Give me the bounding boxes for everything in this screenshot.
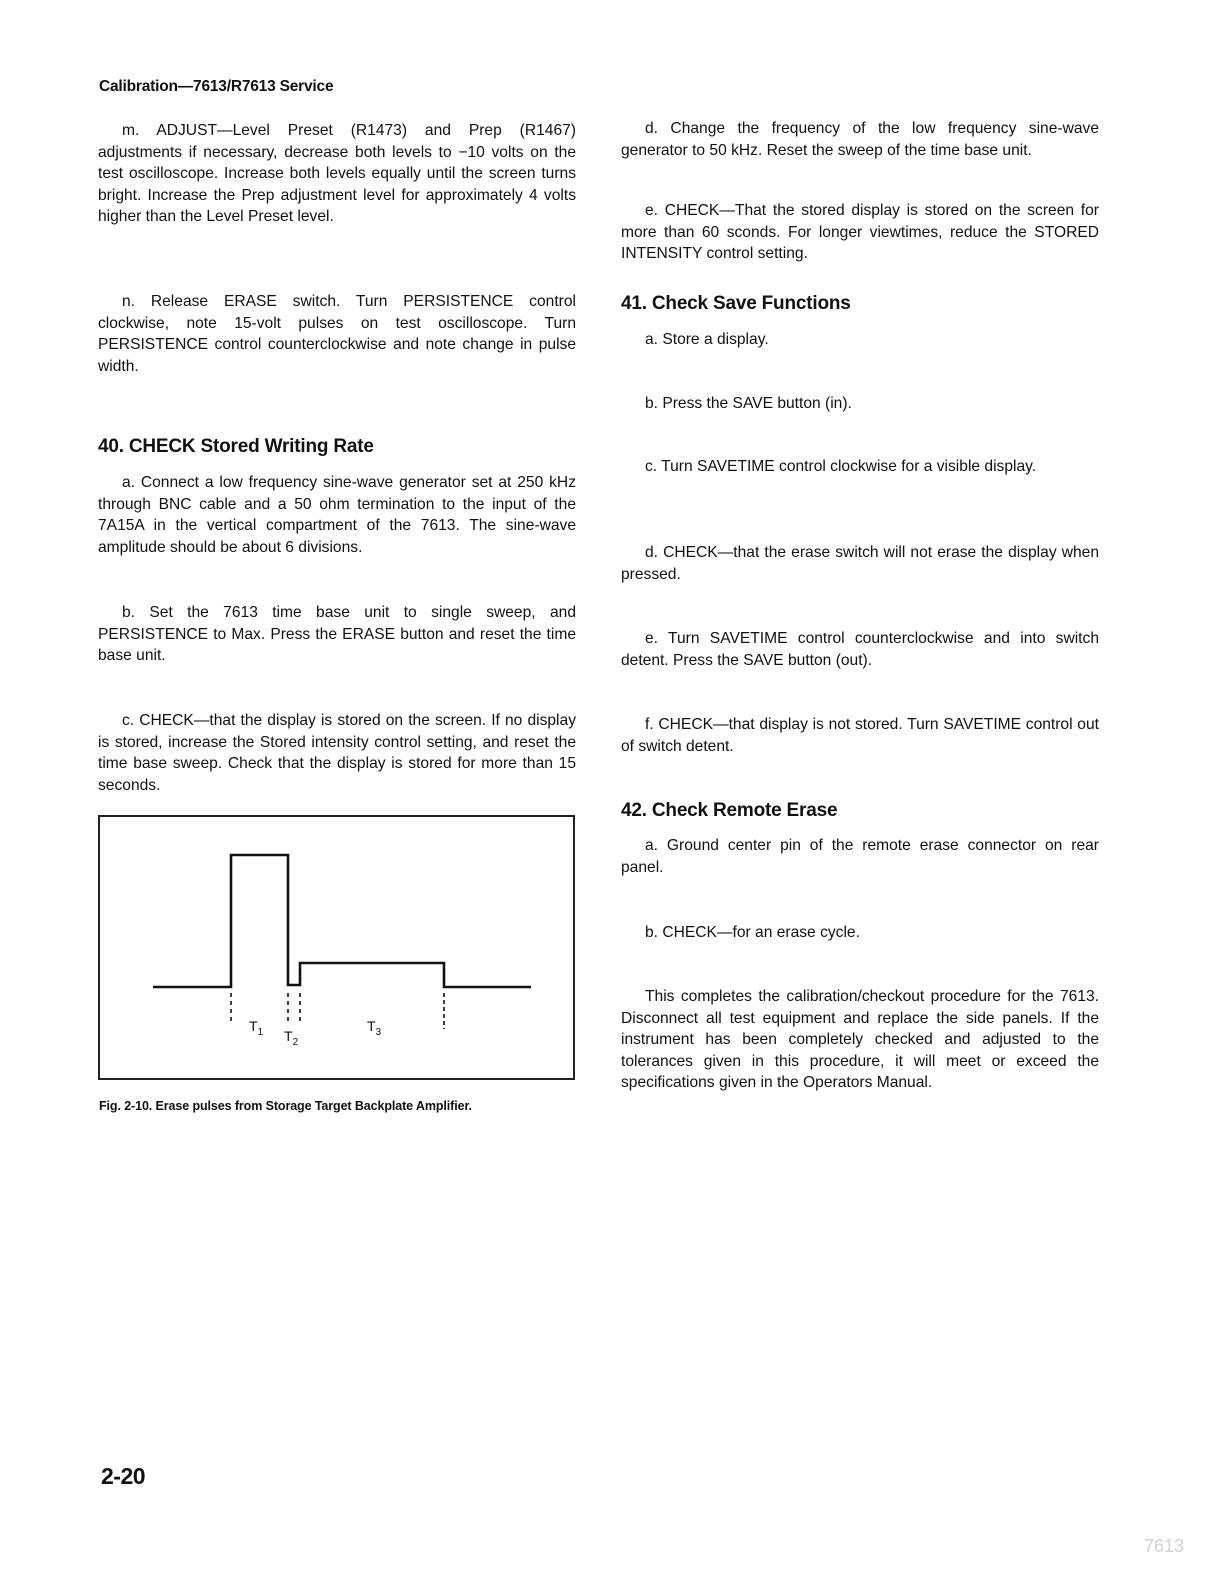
section-41-step-d: [621, 542, 1099, 585]
section-42-step-b: [621, 922, 1099, 944]
section-40-step-c: [98, 710, 576, 796]
step-m-paragraph: [98, 120, 576, 228]
section-41-step-c-text: c. Turn SAVETIME control clockwise for a visible display.: [645, 458, 1037, 475]
section-41-step-a-text: a. Store a display.: [645, 331, 769, 348]
section-40-step-a-text: a. Connect a low frequency sine-wave generator set at 250 kHz through BNC cable and a 50 ohm termination to the input of the 7A15A in the vertical compartment of the 7613. The sine-wave amplitude should be about 6 divisions.: [98, 474, 576, 556]
label-t1: $T_1$: [249, 1018, 264, 1038]
section-42-heading: [621, 800, 1099, 822]
step-m-text: m. ADJUST—Level Preset (R1473) and Prep (R1467) adjustments if necessary, decrease both levels to −10 volts on the test oscilloscope. Increase both levels equally until the screen turns bright. Increase the Prep adjustment level for approximately 4 volts higher than the Level Preset level.: [98, 122, 576, 226]
step-e-paragraph: [621, 200, 1099, 265]
section-41-step-e-text: e. Turn SAVETIME control counterclockwise and into switch detent. Press the SAVE button (out).: [621, 630, 1099, 669]
page-header: Calibration—7613/R7613 Service: [99, 78, 334, 95]
section-41-step-f-text: f. CHECK—that display is not stored. Turn SAVETIME control out of switch detent.: [621, 716, 1099, 755]
erase-pulse-waveform: [100, 817, 573, 1078]
section-41-step-b-text: b. Press the SAVE button (in).: [645, 395, 852, 412]
section-41-step-b: [621, 393, 1099, 415]
label-t3: $T_3$: [367, 1018, 382, 1038]
section-41-step-c: [621, 456, 1099, 478]
section-40-step-a: [98, 472, 576, 558]
step-d-text: d. Change the frequency of the low frequency sine-wave generator to 50 kHz. Reset the sweep of the time base unit.: [621, 120, 1099, 159]
section-40-title: 40. CHECK Stored Writing Rate: [98, 436, 374, 457]
section-41-step-e: [621, 628, 1099, 671]
closing-paragraph: [621, 986, 1099, 1094]
section-41-step-f: [621, 714, 1099, 757]
erase-pulse-figure: [98, 815, 575, 1080]
step-e-text: e. CHECK—That the stored display is stored on the screen for more than 60 sconds. For longer viewtimes, reduce the STORED INTENSITY control setting.: [621, 202, 1099, 263]
step-n-paragraph: [98, 291, 576, 377]
closing-text: This completes the calibration/checkout procedure for the 7613. Disconnect all test equipment and replace the side panels. If the instrument has been completely checked and adjusted to the tolerances given in this procedure, it will meet or exceed the specifications given in the Operators Manual.: [621, 988, 1099, 1092]
watermark: 7613: [1144, 1536, 1185, 1556]
section-41-step-a: [621, 329, 1099, 351]
waveform-trace: [153, 855, 531, 987]
section-40-step-b-text: b. Set the 7613 time base unit to single sweep, and PERSISTENCE to Max. Press the ERASE button and reset the time base unit.: [98, 604, 576, 665]
figure-caption: Fig. 2-10. Erase pulses from Storage Target Backplate Amplifier.: [99, 1099, 472, 1113]
section-41-title: 41. Check Save Functions: [621, 293, 851, 314]
section-42-step-a: [621, 835, 1099, 878]
section-41-heading: [621, 293, 1099, 315]
section-40-step-b: [98, 602, 576, 667]
section-40-step-c-text: c. CHECK—that the display is stored on the screen. If no display is stored, increase the Stored intensity control setting, and reset the time base sweep. Check that the display is stored for more than 15 seconds.: [98, 712, 576, 794]
section-41-step-d-text: d. CHECK—that the erase switch will not erase the display when pressed.: [621, 544, 1099, 583]
page-number: 2-20: [101, 1463, 146, 1489]
section-42-step-a-text: a. Ground center pin of the remote erase connector on rear panel.: [621, 837, 1099, 876]
step-d-paragraph: [621, 118, 1099, 161]
label-t2: $T_2$: [284, 1028, 299, 1048]
section-40-heading: [98, 436, 576, 458]
section-42-step-b-text: b. CHECK—for an erase cycle.: [645, 924, 860, 941]
section-42-title: 42. Check Remote Erase: [621, 800, 838, 821]
step-n-text: n. Release ERASE switch. Turn PERSISTENCE control clockwise, note 15-volt pulses on test oscilloscope. Turn PERSISTENCE control counterclockwise and note change in pulse width.: [98, 293, 576, 375]
